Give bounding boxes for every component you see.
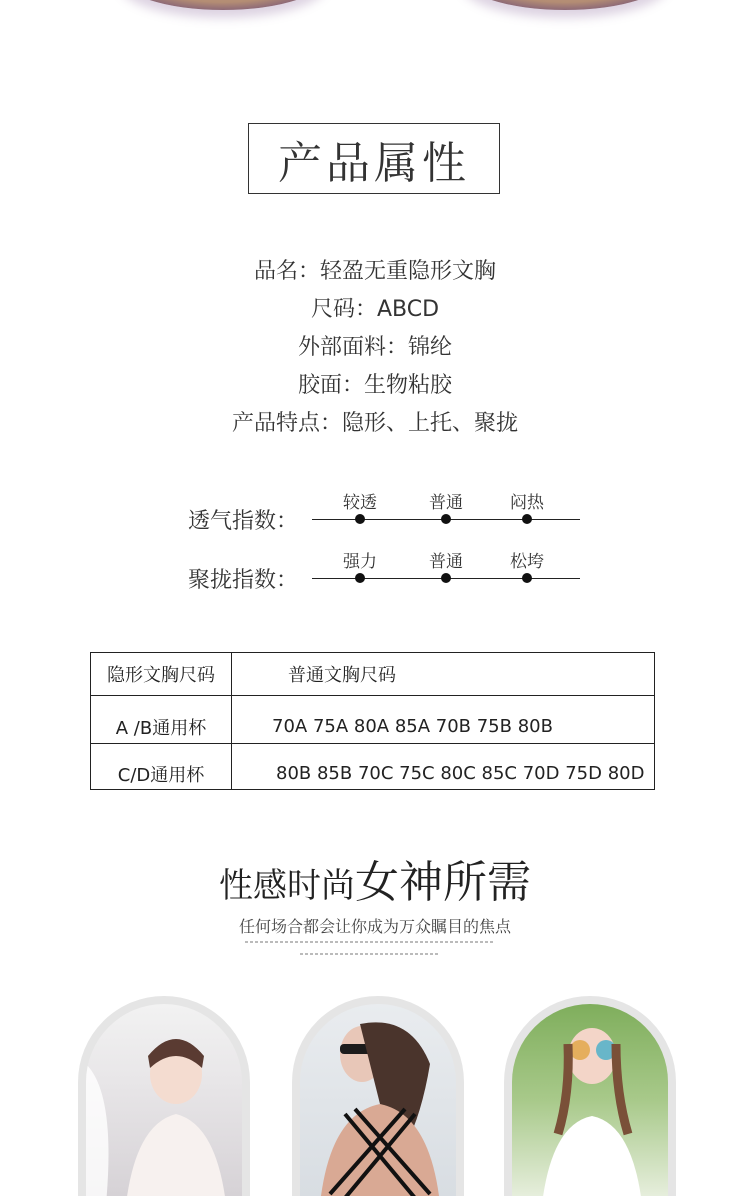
index-level-label: 普通 (429, 493, 463, 513)
index-level-label: 较透 (343, 493, 377, 513)
index-level-label: 闷热 (510, 493, 544, 513)
index-level-label: 松垮 (510, 552, 544, 572)
promo-title (0, 846, 750, 910)
table-row (91, 744, 655, 790)
product-image-top-right (460, 0, 670, 10)
table-cell: 70A 75A 80A 85A 70B 75B 80B (232, 696, 655, 744)
index-label: 透气指数： (188, 509, 299, 534)
table-cell: 80B 85B 70C 75C 80C 85C 70D 75D 80D (232, 744, 655, 790)
attribute-adhesive: 胶面：生物粘胶 (297, 373, 452, 398)
model-photo-1 (78, 996, 250, 1196)
attribute-fabric: 外部面料：锦纶 (297, 335, 452, 360)
table-header-cell: 隐形文胸尺码 (91, 653, 232, 696)
index-level-label: 强力 (343, 552, 377, 572)
size-table (90, 652, 655, 790)
index-level-label: 普通 (429, 552, 463, 572)
index-dot (441, 573, 451, 583)
table-row (91, 696, 655, 744)
index-dot (522, 514, 532, 524)
table-header-row (91, 653, 655, 696)
model-photo-3 (504, 996, 676, 1196)
decorative-fine-text (300, 953, 440, 955)
promo-title-small: 性感时尚 (219, 866, 355, 906)
index-dot (522, 573, 532, 583)
model-figure (512, 1004, 668, 1196)
table-cell: C/D通用杯 (91, 744, 232, 790)
attribute-name: 品名：轻盈无重隐形文胸 (253, 259, 496, 284)
index-dot (441, 514, 451, 524)
index-dot (355, 573, 365, 583)
promo-title-big: 女神所需 (355, 857, 531, 908)
table-cell: A /B通用杯 (91, 696, 232, 744)
model-figure (86, 1004, 242, 1196)
model-figure (300, 1004, 456, 1196)
table-header-cell: 普通文胸尺码 (232, 653, 655, 696)
decorative-fine-text (245, 941, 495, 943)
attribute-size: 尺码：ABCD (310, 297, 440, 322)
promo-subtitle: 任何场合都会让你成为万众瞩目的焦点 (238, 917, 511, 936)
product-image-top-left (118, 0, 328, 10)
attribute-features: 产品特点：隐形、上托、聚拢 (231, 411, 518, 436)
model-photo-2 (292, 996, 464, 1196)
section-title: 产品属性 (248, 123, 500, 194)
index-dot (355, 514, 365, 524)
index-label: 聚拢指数： (188, 568, 299, 593)
